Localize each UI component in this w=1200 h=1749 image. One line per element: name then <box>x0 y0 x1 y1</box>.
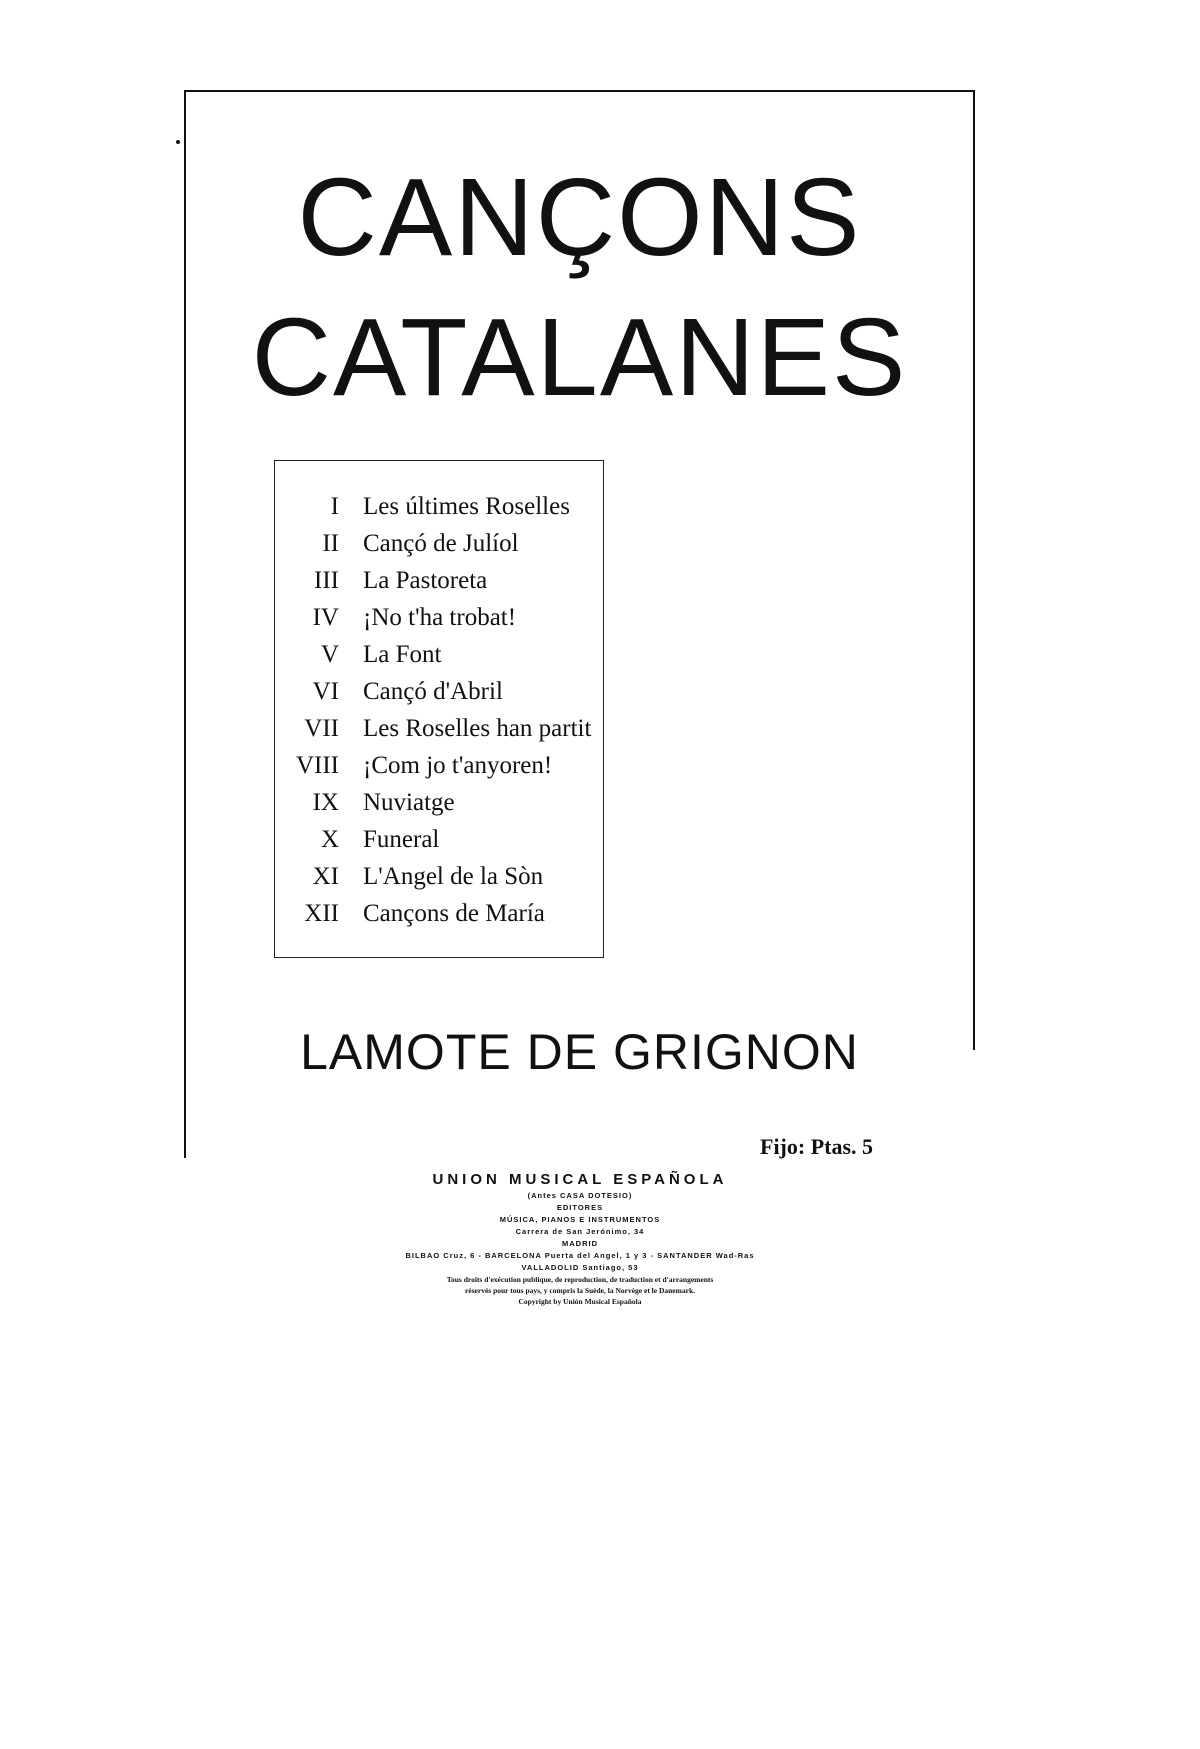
item-title: Cançons de María <box>363 900 545 927</box>
item-number: VII <box>304 715 339 742</box>
publisher-trade: MÚSICA, PIANOS E INSTRUMENTOS <box>499 1215 661 1224</box>
rights-notice-2: réservés pour tous pays, y compris la Suède, la Norvège et le Danemark. <box>464 1286 696 1295</box>
copyright-notice: Copyright by Unión Musical Española <box>518 1297 642 1306</box>
item-number: XI <box>312 863 339 890</box>
publisher-former-name: (Antes CASA DOTESIO) <box>527 1191 633 1200</box>
contents-item <box>275 673 603 710</box>
publisher-block <box>300 1170 860 1307</box>
contents-box <box>274 460 604 958</box>
item-number: I <box>330 493 339 520</box>
item-number: V <box>320 641 339 668</box>
item-title: Les últimes Roselles <box>363 493 570 520</box>
title-line-2: CATALANES <box>251 296 908 419</box>
item-title: ¡No t'ha trobat! <box>363 604 517 631</box>
publisher-branches-2: VALLADOLID Santiago, 53 <box>521 1263 639 1272</box>
item-title: L'Angel de la Sòn <box>363 863 544 890</box>
item-number: II <box>322 530 339 557</box>
item-number: VI <box>312 678 339 705</box>
item-title: La Font <box>363 641 442 668</box>
contents-item <box>275 599 603 636</box>
item-number: VIII <box>295 752 339 779</box>
contents-item <box>275 562 603 599</box>
item-title: Nuviatge <box>363 789 455 816</box>
contents-item <box>275 821 603 858</box>
rights-notice-1: Tous droits d'exécution publique, de reproduction, de traduction et d'arrangements <box>446 1275 714 1284</box>
item-title: Cançó d'Abril <box>363 678 503 705</box>
item-title: La Pastoreta <box>363 567 488 594</box>
publisher-address: Carrera de San Jerónimo, 34 <box>515 1227 645 1236</box>
publisher-role: EDITORES <box>556 1203 604 1212</box>
publisher-branches: BILBAO Cruz, 6 - BARCELONA Puerta del Angel, 1 y 3 - SANTANDER Wad-Ras <box>405 1251 755 1260</box>
frame-top-border <box>184 90 975 92</box>
contents-item <box>275 784 603 821</box>
contents-item <box>275 488 603 525</box>
ink-dot <box>176 140 180 144</box>
item-title: Funeral <box>363 826 440 853</box>
item-title: Cançó de Julíol <box>363 530 519 557</box>
contents-item <box>275 747 603 784</box>
price-label: Fijo: Ptas. 5 <box>760 1134 874 1159</box>
contents-item <box>275 710 603 747</box>
item-number: IV <box>312 604 339 631</box>
contents-item <box>275 895 603 932</box>
item-title: ¡Com jo t'anyoren! <box>363 752 553 779</box>
contents-item <box>275 525 603 562</box>
item-number: XII <box>304 900 339 927</box>
item-title: Les Roselles han partit <box>363 715 592 742</box>
publisher-city: MADRID <box>562 1239 598 1248</box>
item-number: IX <box>312 789 339 816</box>
composer-name: LAMOTE DE GRIGNON <box>300 1024 859 1080</box>
title-line-1: CANÇONS <box>297 156 862 279</box>
contents-item <box>275 636 603 673</box>
publisher-name: UNION MUSICAL ESPAÑOLA <box>432 1171 728 1188</box>
item-number: III <box>314 567 339 594</box>
item-number: X <box>320 826 339 853</box>
contents-item <box>275 858 603 895</box>
frame-right-border <box>973 90 975 1050</box>
